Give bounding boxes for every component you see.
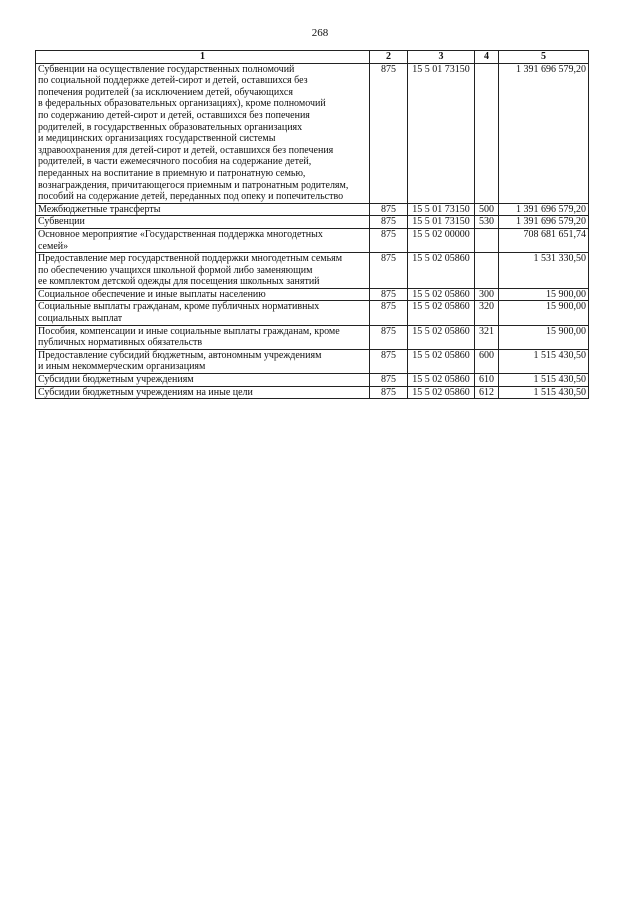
table-row bbox=[36, 203, 589, 216]
table-row bbox=[36, 349, 589, 373]
row-name-line: Предоставление субсидий бюджетным, автономным учреждениям bbox=[38, 349, 322, 361]
row-name-line: публичных нормативных обязательств bbox=[38, 337, 203, 349]
table-row bbox=[36, 228, 589, 252]
row-name bbox=[36, 374, 370, 387]
row-amount: 15 900,00 bbox=[499, 301, 589, 325]
row-target-code: 15 5 02 05860 bbox=[408, 301, 475, 325]
row-name-line: по содержанию детей-сирот и детей, оставшихся без попечения bbox=[38, 109, 310, 121]
row-expense-type: 500 bbox=[475, 203, 499, 216]
budget-table bbox=[35, 50, 589, 399]
row-expense-type: 300 bbox=[475, 288, 499, 301]
row-name-line: социальных выплат bbox=[38, 313, 123, 325]
row-admin-code: 875 bbox=[370, 349, 408, 373]
row-name-line: Пособия, компенсации и иные социальные выплаты гражданам, кроме bbox=[38, 325, 340, 337]
row-name bbox=[36, 386, 370, 399]
row-amount: 1 391 696 579,20 bbox=[499, 63, 589, 203]
row-name-line: родителей, в государственных образовательных организациях bbox=[38, 121, 303, 133]
header-col-4: 4 bbox=[475, 51, 499, 64]
row-admin-code: 875 bbox=[370, 374, 408, 387]
row-name-line: Предоставление мер государственной поддержки многодетным семьям bbox=[38, 253, 343, 265]
row-target-code: 15 5 01 73150 bbox=[408, 63, 475, 203]
row-expense-type: 612 bbox=[475, 386, 499, 399]
row-name-line: и иным некоммерческим организациям bbox=[38, 361, 206, 373]
row-name-line: Социальное обеспечение и иные выплаты населению bbox=[38, 288, 266, 300]
row-name-line: Субвенции bbox=[38, 216, 85, 228]
table-row bbox=[36, 253, 589, 289]
row-name-line: Субвенции на осуществление государственных полномочий bbox=[38, 63, 295, 75]
row-name bbox=[36, 203, 370, 216]
row-expense-type: 530 bbox=[475, 216, 499, 229]
row-target-code: 15 5 02 05860 bbox=[408, 288, 475, 301]
row-expense-type: 600 bbox=[475, 349, 499, 373]
header-col-1: 1 bbox=[36, 51, 370, 64]
row-admin-code: 875 bbox=[370, 386, 408, 399]
row-name-line: семей» bbox=[38, 240, 69, 252]
row-expense-type: 610 bbox=[475, 374, 499, 387]
row-name-line: ее комплектом детской одежды для посещения школьных занятий bbox=[38, 276, 320, 288]
table-row bbox=[36, 374, 589, 387]
row-expense-type: 321 bbox=[475, 325, 499, 349]
row-name bbox=[36, 253, 370, 289]
row-target-code: 15 5 02 00000 bbox=[408, 228, 475, 252]
row-expense-type: 320 bbox=[475, 301, 499, 325]
row-admin-code: 875 bbox=[370, 63, 408, 203]
row-amount: 708 681 651,74 bbox=[499, 228, 589, 252]
table-header-row bbox=[36, 51, 589, 64]
header-col-2: 2 bbox=[370, 51, 408, 64]
row-admin-code: 875 bbox=[370, 325, 408, 349]
table-row bbox=[36, 216, 589, 229]
row-admin-code: 875 bbox=[370, 253, 408, 289]
row-name-line: в федеральных образовательных организациях), кроме полномочий bbox=[38, 98, 326, 110]
row-name-line: родителей, в части ежемесячного пособия на содержание детей, bbox=[38, 156, 312, 168]
header-col-3: 3 bbox=[408, 51, 475, 64]
row-target-code: 15 5 02 05860 bbox=[408, 374, 475, 387]
table-body bbox=[36, 63, 589, 399]
row-amount: 1 515 430,50 bbox=[499, 386, 589, 399]
row-name-line: попечения родителей (за исключением детей, обучающихся bbox=[38, 86, 293, 98]
row-target-code: 15 5 02 05860 bbox=[408, 349, 475, 373]
row-target-code: 15 5 02 05860 bbox=[408, 325, 475, 349]
row-name bbox=[36, 301, 370, 325]
row-expense-type bbox=[475, 63, 499, 203]
row-target-code: 15 5 01 73150 bbox=[408, 216, 475, 229]
row-name-line: вознаграждения, причитающегося приемным и патронатным родителям, bbox=[38, 179, 349, 191]
row-name bbox=[36, 325, 370, 349]
row-amount: 1 515 430,50 bbox=[499, 349, 589, 373]
table-row bbox=[36, 386, 589, 399]
row-admin-code: 875 bbox=[370, 301, 408, 325]
row-name bbox=[36, 228, 370, 252]
row-name-line: здравоохранения для детей-сирот и детей, оставшихся без попечения bbox=[38, 144, 334, 156]
header-col-5: 5 bbox=[499, 51, 589, 64]
row-target-code: 15 5 01 73150 bbox=[408, 203, 475, 216]
row-admin-code: 875 bbox=[370, 203, 408, 216]
row-name-line: Субсидии бюджетным учреждениям на иные цели bbox=[38, 386, 253, 398]
row-amount: 1 515 430,50 bbox=[499, 374, 589, 387]
row-amount: 15 900,00 bbox=[499, 288, 589, 301]
row-target-code: 15 5 02 05860 bbox=[408, 253, 475, 289]
row-admin-code: 875 bbox=[370, 228, 408, 252]
row-name bbox=[36, 63, 370, 203]
row-amount: 15 900,00 bbox=[499, 325, 589, 349]
row-name bbox=[36, 288, 370, 301]
row-name-line: Субсидии бюджетным учреждениям bbox=[38, 374, 194, 386]
row-name-line: по обеспечению учащихся школьной формой либо заменяющим bbox=[38, 264, 313, 276]
table-row bbox=[36, 288, 589, 301]
table-row bbox=[36, 301, 589, 325]
row-name-line: по социальной поддержке детей-сирот и детей, оставшихся без bbox=[38, 75, 308, 87]
row-name-line: Межбюджетные трансферты bbox=[38, 203, 161, 215]
row-target-code: 15 5 02 05860 bbox=[408, 386, 475, 399]
row-name bbox=[36, 349, 370, 373]
row-name-line: Социальные выплаты гражданам, кроме публичных нормативных bbox=[38, 301, 320, 313]
row-name-line: переданных на воспитание в приемную и патронатную семью, bbox=[38, 167, 306, 179]
row-amount: 1 391 696 579,20 bbox=[499, 216, 589, 229]
row-name-line: пособий на содержание детей, переданных под опеку и попечительство bbox=[38, 191, 344, 203]
table-row bbox=[36, 63, 589, 203]
row-amount: 1 391 696 579,20 bbox=[499, 203, 589, 216]
table-row bbox=[36, 325, 589, 349]
page-number: 268 bbox=[311, 27, 329, 39]
row-admin-code: 875 bbox=[370, 288, 408, 301]
row-expense-type bbox=[475, 228, 499, 252]
row-expense-type bbox=[475, 253, 499, 289]
row-name-line: и медицинских организациях государственной системы bbox=[38, 133, 276, 145]
row-amount: 1 531 330,50 bbox=[499, 253, 589, 289]
row-name-line: Основное мероприятие «Государственная поддержка многодетных bbox=[38, 228, 323, 240]
row-admin-code: 875 bbox=[370, 216, 408, 229]
row-name bbox=[36, 216, 370, 229]
